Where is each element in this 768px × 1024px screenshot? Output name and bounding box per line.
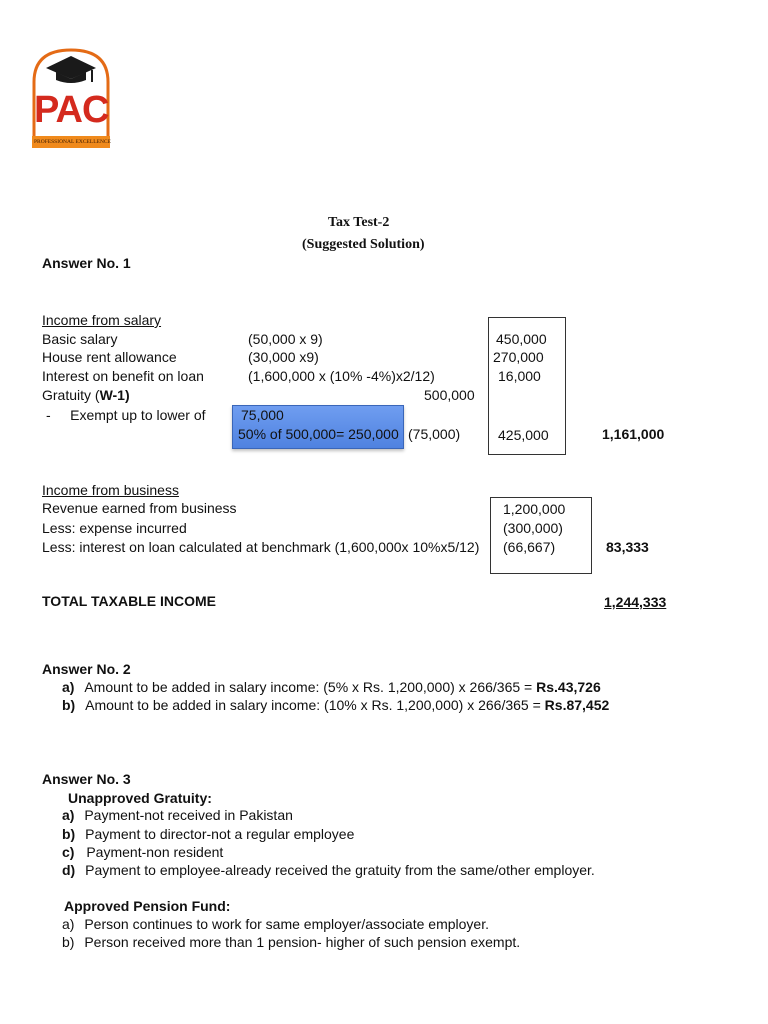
unapproved-gratuity-heading: Unapproved Gratuity: <box>68 790 212 806</box>
unapproved-item-text: Payment to director-not a regular employee <box>85 826 355 842</box>
answer3-heading: Answer No. 3 <box>42 771 131 787</box>
answer2-item-result: Rs.43,726 <box>536 679 601 695</box>
unapproved-item-text: Payment-non resident <box>86 844 224 860</box>
unapproved-item <box>62 843 223 861</box>
salary-row-calc: (30,000 x9) <box>248 349 319 365</box>
document-title: Tax Test-2 <box>328 215 390 230</box>
unapproved-item <box>62 825 354 843</box>
gratuity-working-ref: W-1) <box>99 387 130 403</box>
list-marker: d) <box>62 862 76 878</box>
salary-row-label: Interest on benefit on loan <box>42 368 204 384</box>
gratuity-label <box>42 386 130 404</box>
answer1-heading: Answer No. 1 <box>42 255 131 271</box>
unapproved-item-text: Payment-not received in Pakistan <box>84 807 293 823</box>
business-heading: Income from business <box>42 482 179 498</box>
answer2-heading: Answer No. 2 <box>42 661 131 677</box>
approved-pension-heading: Approved Pension Fund: <box>64 898 231 914</box>
gratuity-net: 425,000 <box>498 427 549 443</box>
gratuity-value: 500,000 <box>424 387 475 403</box>
logo-text: PAC <box>34 89 109 131</box>
list-marker: a) <box>62 679 75 695</box>
business-row-amount: 1,200,000 <box>503 501 566 517</box>
salary-heading: Income from salary <box>42 312 162 328</box>
unapproved-item <box>62 806 293 824</box>
pac-logo <box>30 46 112 148</box>
answer2-item-text: Amount to be added in salary income: (10% x Rs. 1,200,000) x 266/365 = <box>85 697 545 713</box>
pension-item <box>62 933 520 951</box>
salary-total: 1,161,000 <box>602 426 665 442</box>
salary-row-calc: (1,600,000 x (10% -4%)x2/12) <box>248 368 435 384</box>
list-marker: c) <box>62 844 75 860</box>
answer2-item-result: Rs.87,452 <box>544 697 610 713</box>
salary-row-label: House rent allowance <box>42 349 177 365</box>
business-total: 83,333 <box>606 539 649 555</box>
unapproved-item-text: Payment to employee-already received the gratuity from the same/other employer. <box>85 862 595 878</box>
salary-row-label: Basic salary <box>42 331 118 347</box>
business-amount-box <box>490 497 592 574</box>
list-marker: a) <box>62 807 75 823</box>
business-row-label: Less: interest on loan calculated at benchmark (1,600,000x 10%x5/12) <box>42 539 480 555</box>
salary-row-amount: 16,000 <box>498 368 541 384</box>
salary-row-amount: 450,000 <box>496 331 547 347</box>
list-marker: b) <box>62 826 76 842</box>
total-taxable-income-label: TOTAL TAXABLE INCOME <box>42 593 216 609</box>
answer2-item <box>62 678 601 696</box>
pension-item <box>62 915 489 933</box>
salary-amount-box <box>488 317 566 455</box>
business-row-label: Revenue earned from business <box>42 500 237 516</box>
document-subtitle: (Suggested Solution) <box>302 237 425 252</box>
exempt-label: - Exempt up to lower of <box>46 407 206 423</box>
exempt-line1: 75,000 <box>241 407 284 423</box>
exempt-deduction: (75,000) <box>408 426 461 442</box>
list-marker: b) <box>62 934 75 950</box>
exempt-line2: 50% of 500,000= 250,000 <box>238 426 399 442</box>
pension-item-text: Person received more than 1 pension- higher of such pension exempt. <box>84 934 521 950</box>
unapproved-item <box>62 861 595 879</box>
answer2-item <box>62 696 609 714</box>
total-taxable-income-value: 1,244,333 <box>604 594 667 610</box>
list-marker: b) <box>62 697 76 713</box>
gratuity-label-text: Gratuity ( <box>42 387 100 403</box>
business-row-amount: (66,667) <box>503 539 556 555</box>
list-marker: a) <box>62 916 75 932</box>
business-row-amount: (300,000) <box>503 520 563 536</box>
answer2-item-text: Amount to be added in salary income: (5% x Rs. 1,200,000) x 266/365 = <box>84 679 537 695</box>
business-row-label: Less: expense incurred <box>42 520 187 536</box>
pension-item-text: Person continues to work for same employer/associate employer. <box>84 916 489 932</box>
logo-tagline: PROFESSIONAL EXCELLENCE <box>34 139 111 145</box>
salary-row-calc: (50,000 x 9) <box>248 331 323 347</box>
salary-row-amount: 270,000 <box>493 349 544 365</box>
